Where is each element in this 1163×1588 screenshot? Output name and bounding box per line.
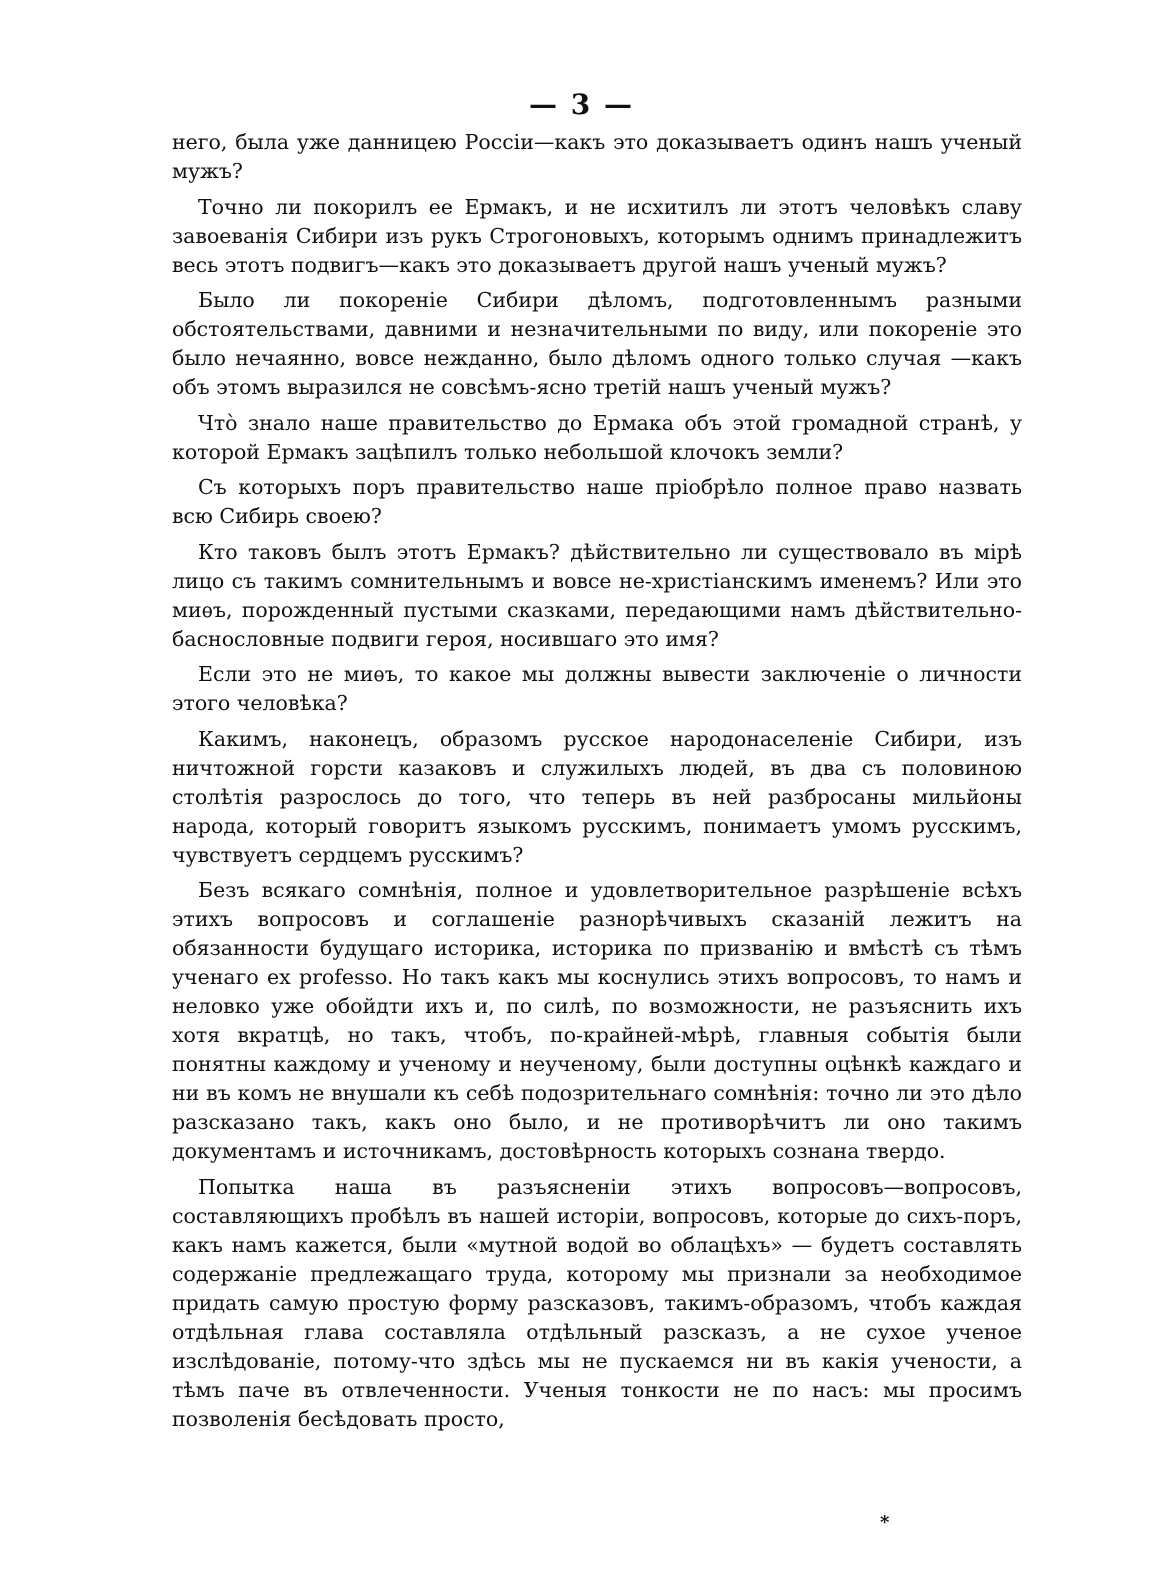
paragraph: Съ которыхъ поръ правительство наше пріобрѣло полное право назвать всю Сибирь своею? bbox=[172, 475, 1022, 528]
page-number: — 3 — bbox=[529, 88, 634, 121]
body-text bbox=[172, 128, 1022, 1440]
paragraph: Безъ всякаго сомнѣнія, полное и удовлетворительное разрѣшеніе всѣхъ этихъ вопросовъ и соглашеніе разнорѣчивыхъ сказаній лежитъ на обязанности будущаго историка, историка по призванію и вмѣстѣ съ тѣмъ ученаго ex professo. Но такъ какъ мы коснулись этихъ вопросовъ, то намъ и неловко уже обойдти ихъ и, по силѣ, по возможности, не разъяснить ихъ хотя вкратцѣ, но такъ, чтобъ, по-крайней-мѣрѣ, главныя событія были понятны каждому и ученому и неученому, были доступны оцѣнкѣ каждаго и ни въ комъ не внушали къ себѣ подозрительнаго сомнѣнія: точно ли это дѣло разсказано такъ, какъ оно было, и не противорѣчитъ ли оно такимъ документамъ и источникамъ, достовѣрность которыхъ сознана твердо. bbox=[172, 878, 1022, 1163]
paragraph: Было ли покореніе Сибири дѣломъ, подготовленнымъ разными обстоятельствами, давними и незначительными по виду, или покореніе это было нечаянно, вовсе нежданно, было дѣломъ одного только случая —какъ объ этомъ выразился не совсѣмъ-ясно третій нашъ ученый мужъ? bbox=[172, 288, 1022, 399]
paragraph: Какимъ, наконецъ, образомъ русское народонаселеніе Сибири, изъ ничтожной горсти казаковъ и служилыхъ людей, въ два съ половиною столѣтія разрослось до того, что теперь въ ней разбросаны мильйоны народа, который говоритъ языкомъ русскимъ, понимаетъ умомъ русскимъ, чувствуетъ сердцемъ русскимъ? bbox=[172, 726, 1022, 867]
signature-mark: * bbox=[880, 1512, 890, 1533]
paragraph: Точно ли покорилъ ее Ермакъ, и не исхитилъ ли этотъ человѣкъ славу завоеванія Сибири изъ рукъ Строгоновыхъ, которымъ однимъ принадлежитъ весь этотъ подвигъ—какъ это доказываетъ другой нашъ ученый мужъ? bbox=[172, 194, 1022, 277]
paragraph: Если это не миѳъ, то какое мы должны вывести заключеніе о личности этого человѣка? bbox=[172, 662, 1022, 715]
paragraph: него, была уже данницею Россіи—какъ это доказываетъ одинъ нашъ ученый мужъ? bbox=[172, 130, 1022, 183]
paragraph: Попытка наша въ разъясненіи этихъ вопросовъ—вопросовъ, составляющихъ пробѣлъ въ нашей исторіи, вопросовъ, которые до сихъ-поръ, какъ намъ кажется, были «мутной водой во облацѣхъ» — будетъ составлять содержаніе предлежащаго труда, которому мы признали за необходимое придать самую простую форму разсказовъ, такимъ-образомъ, чтобъ каждая отдѣльная глава составляла отдѣльный разсказъ, а не сухое ученое изслѣдованіе, потому-что здѣсь мы не пускаемся ни въ какія учености, а тѣмъ паче въ отвлеченности. Ученыя тонкости не по насъ: мы просимъ позволенія бесѣдовать просто, bbox=[172, 1174, 1022, 1431]
paragraph: Кто таковъ былъ этотъ Ермакъ? дѣйствительно ли существовало въ мірѣ лицо съ такимъ сомнительнымъ и вовсе не-христіанскимъ именемъ? Или это миѳъ, порожденный пустыми сказками, передающими намъ дѣйствительно-баснословные подвиги героя, носившаго это имя? bbox=[172, 539, 1022, 651]
paragraph: Чтò знало наше правительство до Ермака объ этой громадной странѣ, у которой Ермакъ зацѣпилъ только небольшой клочокъ земли? bbox=[172, 410, 1022, 464]
